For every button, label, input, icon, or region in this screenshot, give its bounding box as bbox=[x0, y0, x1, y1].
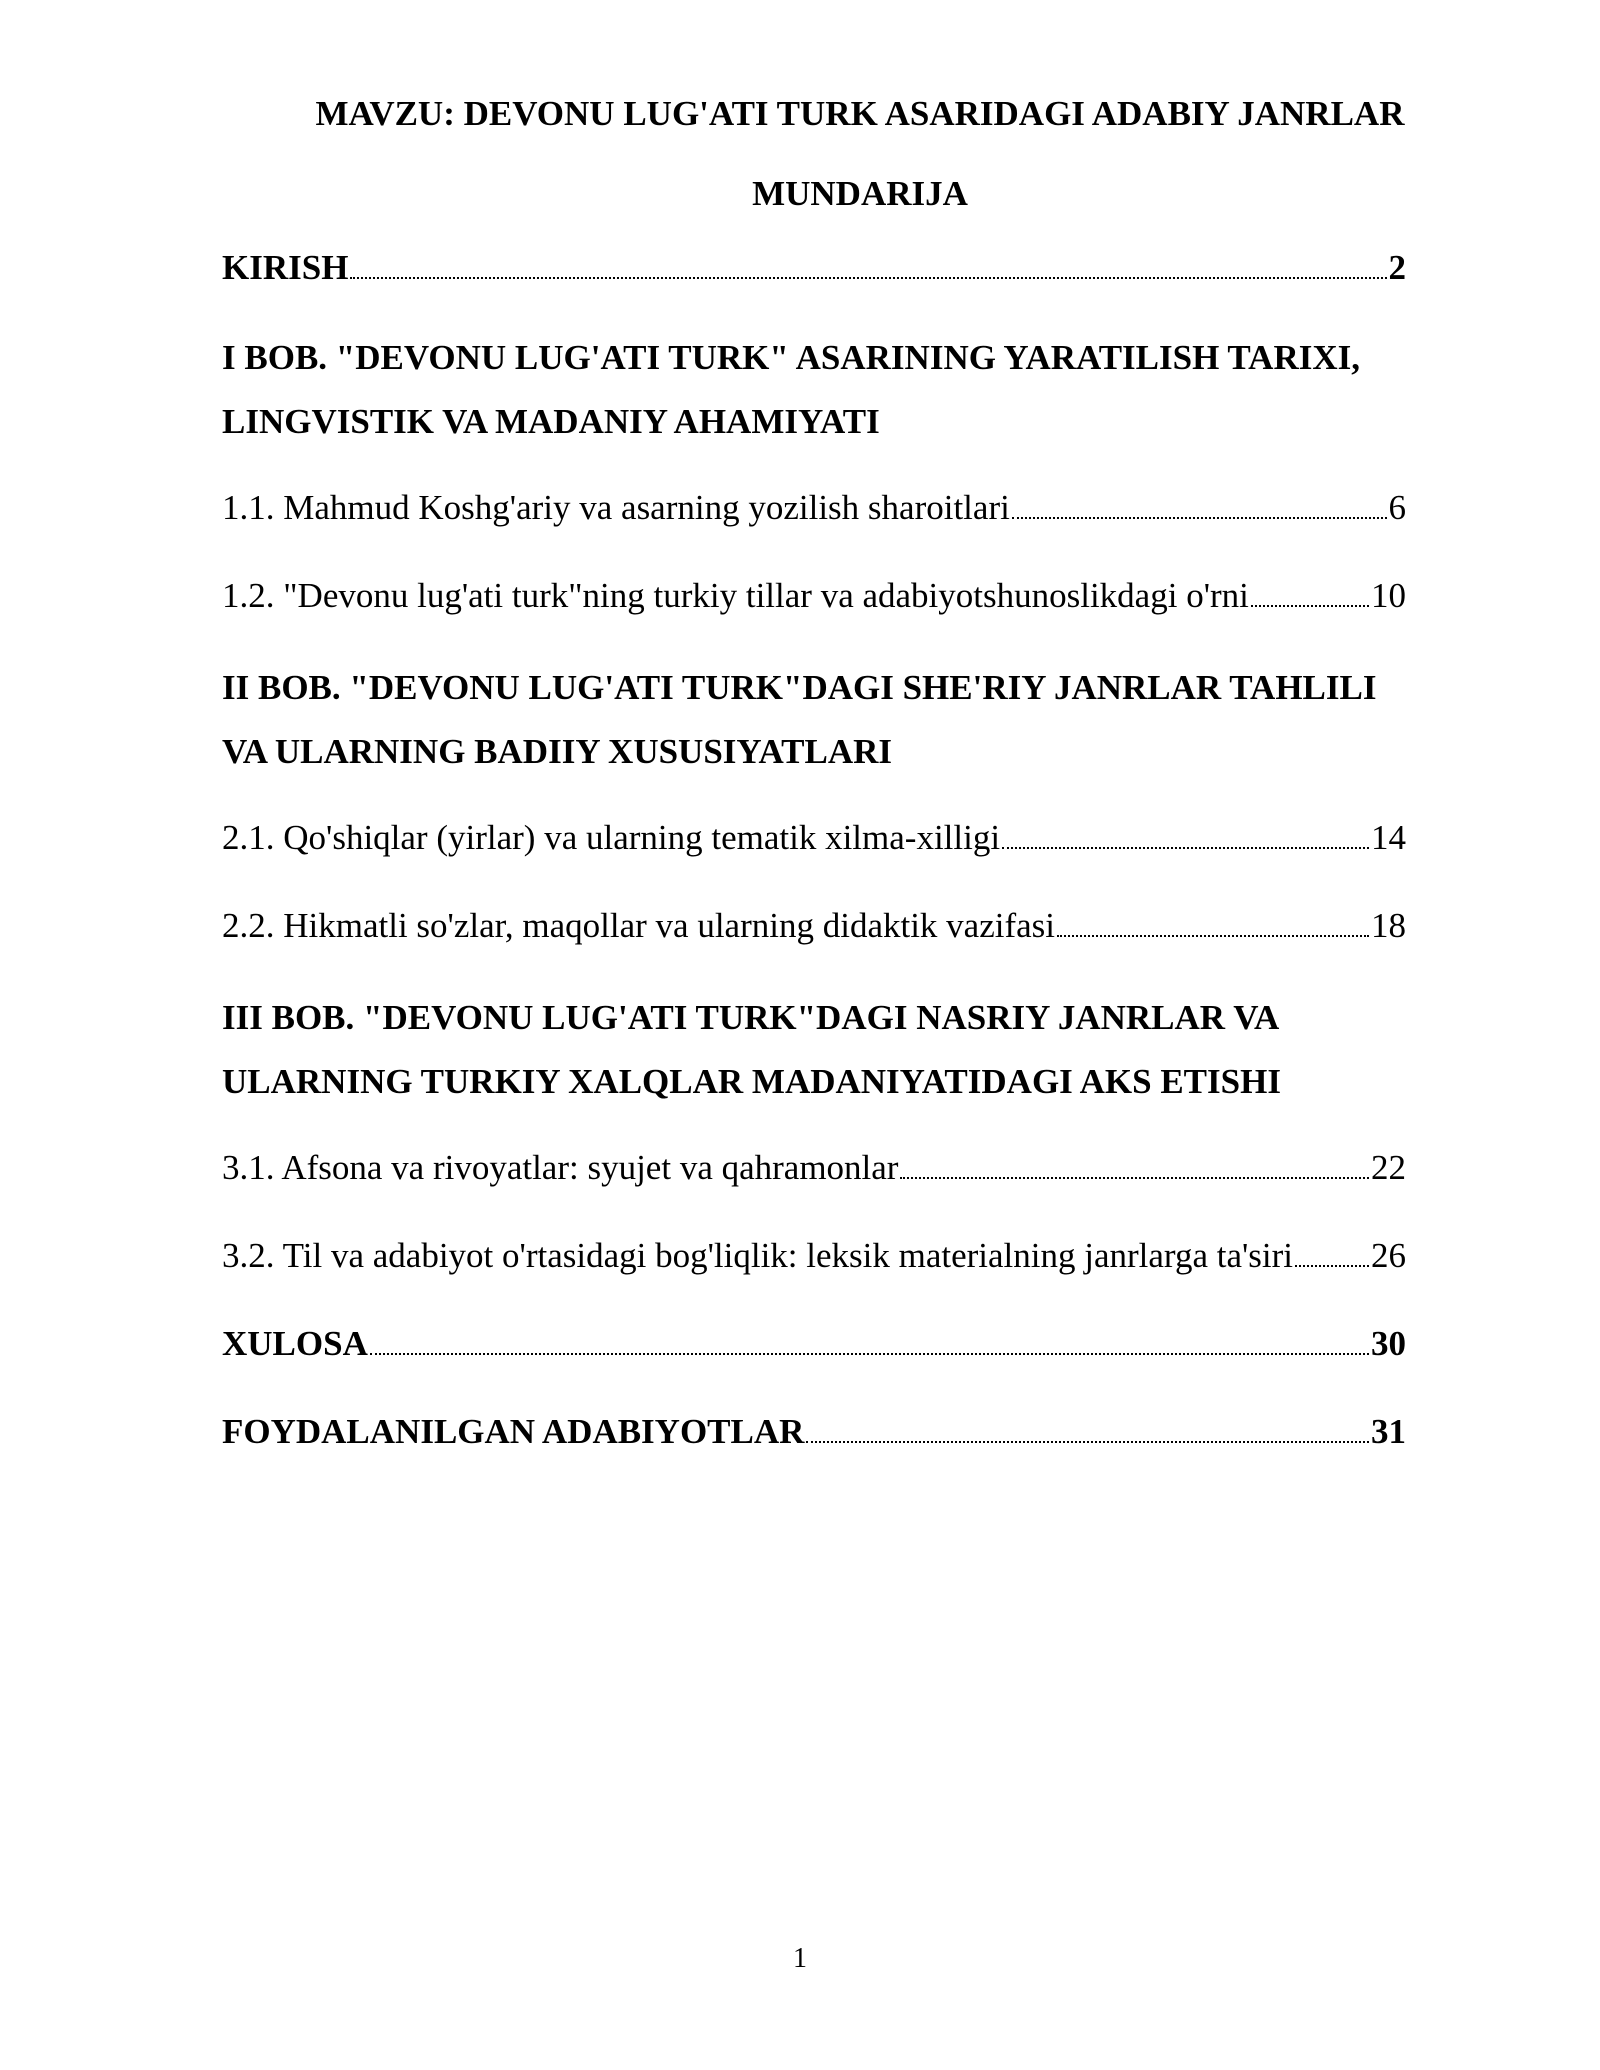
toc-entry-label: 3.1. Afsona va rivoyatlar: syujet va qahramonlar bbox=[222, 1148, 899, 1187]
toc-entry-page: 18 bbox=[1371, 906, 1406, 945]
dot-leader bbox=[370, 1352, 1369, 1355]
document-title: MAVZU: DEVONU LUG'ATI TURK ASARIDAGI ADABIY JANRLAR bbox=[315, 94, 1405, 133]
toc-entry-label: 2.2. Hikmatli so'zlar, maqollar va ularning didaktik vazifasi bbox=[222, 906, 1056, 945]
toc-entry-section[interactable] bbox=[222, 1146, 1406, 1190]
toc-entry-conclusion[interactable] bbox=[222, 1322, 1406, 1366]
dot-leader bbox=[1295, 1264, 1369, 1267]
toc-entry-page: 10 bbox=[1371, 576, 1406, 615]
toc-entry-page: 6 bbox=[1388, 488, 1406, 527]
toc-entry-label: 1.2. "Devonu lug'ati turk"ning turkiy tillar va adabiyotshunoslikdagi o'rni bbox=[222, 576, 1249, 615]
dot-leader bbox=[806, 1440, 1369, 1443]
toc-entry-section[interactable] bbox=[222, 574, 1406, 618]
toc-entry-page: 31 bbox=[1371, 1412, 1406, 1451]
chapter-title-line: II BOB. "DEVONU LUG'ATI TURK"DAGI SHE'RIY JANRLAR TAHLILI bbox=[222, 668, 1377, 707]
toc-chapter-2[interactable] bbox=[222, 656, 1452, 784]
toc-chapter-1[interactable] bbox=[222, 326, 1452, 454]
toc-entry-page: 30 bbox=[1371, 1324, 1406, 1363]
page-number: 1 bbox=[793, 1943, 807, 1974]
dot-leader bbox=[900, 1176, 1369, 1179]
toc-entry-intro[interactable] bbox=[222, 246, 1406, 290]
chapter-title-line: III BOB. "DEVONU LUG'ATI TURK"DAGI NASRIY JANRLAR VA bbox=[222, 998, 1280, 1037]
toc-entry-section[interactable] bbox=[222, 816, 1406, 860]
dot-leader bbox=[1057, 934, 1369, 937]
toc-entry-section[interactable] bbox=[222, 1234, 1406, 1278]
toc-entry-section[interactable] bbox=[222, 904, 1406, 948]
toc-entry-label: 2.1. Qo'shiqlar (yirlar) va ularning tematik xilma-xilligi bbox=[222, 818, 1001, 857]
dot-leader bbox=[1002, 846, 1369, 849]
toc-entry-label: XULOSA bbox=[222, 1324, 368, 1363]
toc-entry-label: FOYDALANILGAN ADABIYOTLAR bbox=[222, 1412, 805, 1451]
toc-entry-page: 22 bbox=[1371, 1148, 1406, 1187]
dot-leader bbox=[1012, 516, 1387, 519]
dot-leader bbox=[1251, 604, 1369, 607]
toc-entry-label: 1.1. Mahmud Koshg'ariy va asarning yozilish sharoitlari bbox=[222, 488, 1010, 527]
chapter-title-line: I BOB. "DEVONU LUG'ATI TURK" ASARINING YARATILISH TARIXI, bbox=[222, 338, 1360, 377]
toc-entry-page: 26 bbox=[1371, 1236, 1406, 1275]
chapter-title-line: LINGVISTIK VA MADANIY AHAMIYATI bbox=[222, 402, 880, 441]
chapter-title-line: ULARNING TURKIY XALQLAR MADANIYATIDAGI AKS ETISHI bbox=[222, 1062, 1281, 1101]
toc-entry-section[interactable] bbox=[222, 486, 1406, 530]
dot-leader bbox=[350, 276, 1386, 279]
toc-entry-page: 2 bbox=[1388, 248, 1406, 287]
toc-chapter-3[interactable] bbox=[222, 986, 1452, 1114]
toc-entry-label: KIRISH bbox=[222, 248, 349, 287]
toc-heading: MUNDARIJA bbox=[752, 174, 968, 213]
toc-entry-page: 14 bbox=[1371, 818, 1406, 857]
toc-entry-label: 3.2. Til va adabiyot o'rtasidagi bog'liqlik: leksik materialning janrlarga ta'siri bbox=[222, 1236, 1294, 1275]
chapter-title-line: VA ULARNING BADIIY XUSUSIYATLARI bbox=[222, 732, 893, 771]
toc-entry-references[interactable] bbox=[222, 1410, 1406, 1454]
